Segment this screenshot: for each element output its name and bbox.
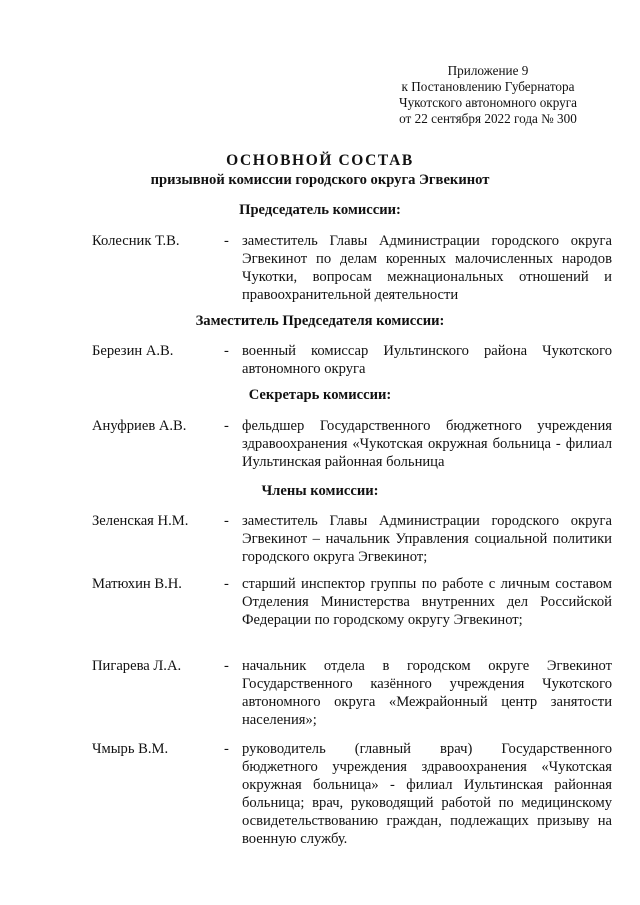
appendix-line-4: от 22 сентября 2022 года № 300 [399,111,577,126]
entry-name: Колесник Т.В. [92,233,180,249]
entry-name: Матюхин В.Н. [92,576,182,592]
entry-name: Пигарева Л.А. [92,658,182,674]
section-heading-deputy: Заместитель Председателя комиссии: [195,313,445,329]
entry-dash: - [224,233,229,249]
entry-description: старший инспектор группы по работе с личным составом Отделения Министерства внутренних дел Российской Федерации по городскому округу Эгвекинот; [242,576,612,628]
entry-dash: - [224,576,229,592]
entry-name: Ануфриев А.В. [92,418,187,434]
section-heading-chairman: Председатель комиссии: [239,202,401,218]
entry-description: руководитель (главный врач) Государственного бюджетного учреждения здравоохранения «Чукотская окружная больница» - филиал Иультинская районная больница; врач, руководящий работой по медицинскому освидетельствованию граждан, подлежащих призыву на военную службу. [242,741,612,847]
document-title: ОСНОВНОЙ СОСТАВ [226,152,414,169]
entry-description: фельдшер Государственного бюджетного учреждения здравоохранения «Чукотская окружная больница - филиал Иультинская районная больница [242,418,612,470]
entry-description: заместитель Главы Администрации городского округа Эгвекинот по делам коренных малочисленных народов Чукотки, вопросам межнациональных отношений и правоохранительной деятельности [242,233,612,303]
entry-description: заместитель Главы Администрации городского округа Эгвекинот – начальник Управления социальной политики городского округа Эгвекинот; [242,513,612,565]
entry-name: Чмырь В.М. [92,741,169,757]
document-subtitle: призывной комиссии городского округа Эгвекинот [150,172,490,188]
entry-dash: - [224,418,229,434]
entry-description: начальник отдела в городском округе Эгвекинот Государственного казённого учреждения Чукотского автономного округа «Межрайонный центр занятости населения»; [242,658,612,728]
entry-dash: - [224,741,229,757]
appendix-header [380,63,596,127]
entry-name: Зеленская Н.М. [92,513,189,529]
entry-dash: - [224,658,229,674]
appendix-line-2: к Постановлению Губернатора [401,79,575,94]
entry-description: военный комиссар Иультинского района Чукотского автономного округа [242,343,612,377]
appendix-line-1: Приложение 9 [447,63,529,78]
entry-name: Березин А.В. [92,343,174,359]
appendix-line-3: Чукотского автономного округа [399,95,577,110]
section-heading-secretary: Секретарь комиссии: [248,387,392,403]
entry-dash: - [224,513,229,529]
entry-dash: - [224,343,229,359]
section-heading-members: Члены комиссии: [261,483,379,499]
